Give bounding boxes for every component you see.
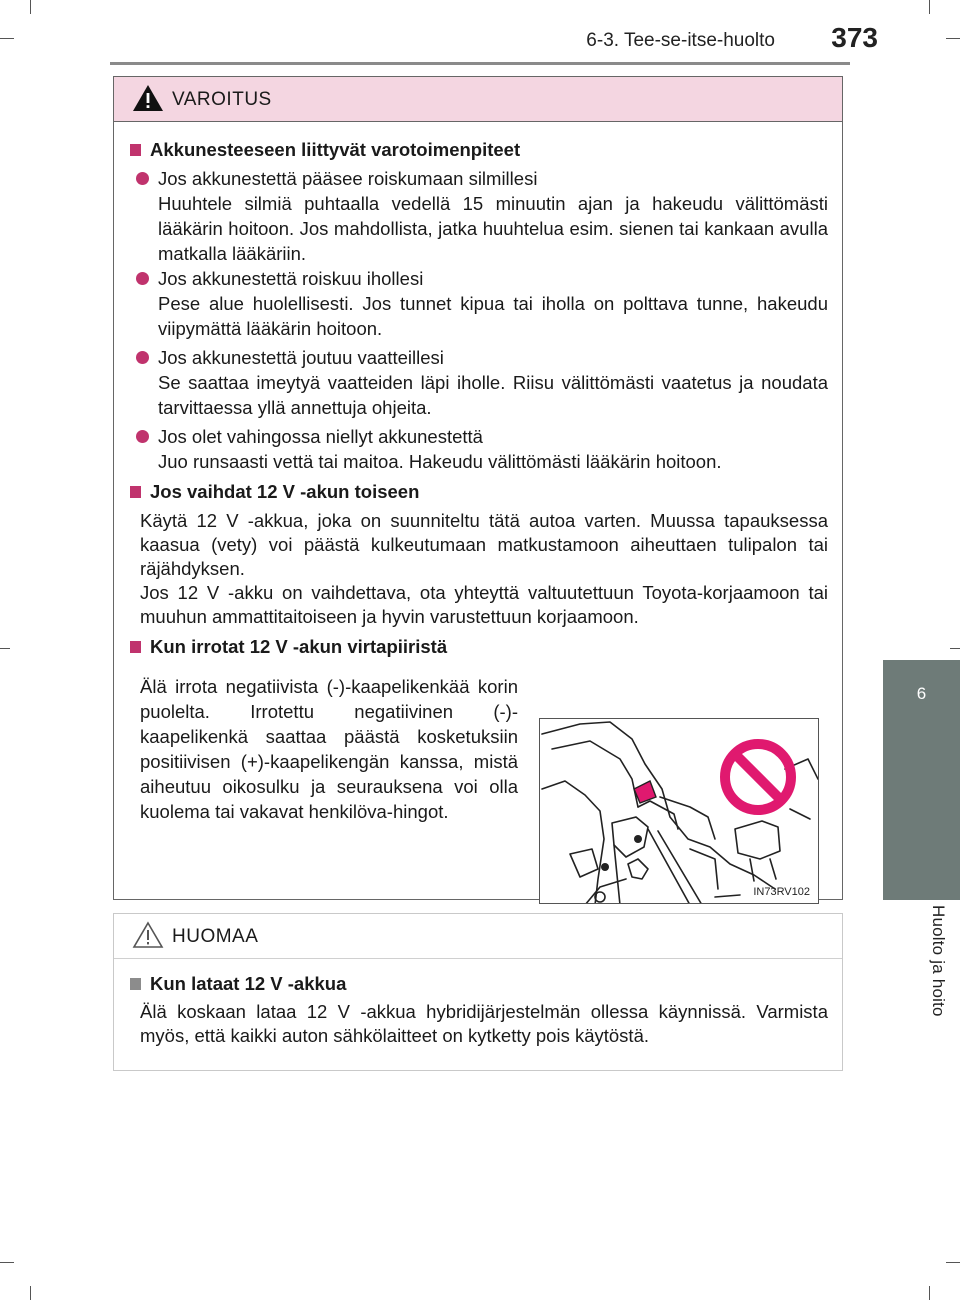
- page-number: 373: [831, 22, 878, 53]
- crop-mark: [950, 648, 960, 649]
- item-title: Jos akkunestettä roiskuu ihollesi: [158, 268, 424, 289]
- crop-mark: [0, 648, 10, 649]
- chapter-number: 6: [916, 684, 927, 703]
- bullet-dot-icon: [136, 272, 149, 285]
- crop-mark: [946, 38, 960, 39]
- square-bullet-icon: [130, 978, 141, 990]
- notice-heading: HUOMAA: [172, 926, 259, 947]
- item-body: Se saattaa imeytyä vaatteiden läpi iholle. Riisu välittömästi vaatetus ja noudata tarvittaessa yllä annettuja ohjeita.: [158, 372, 828, 418]
- list-item: [136, 424, 828, 474]
- no-symbol-icon: [718, 737, 798, 817]
- item-body: Juo runsaasti vettä tai maitoa. Hakeudu välittömästi lääkärin hoitoon.: [158, 451, 722, 472]
- crop-mark: [30, 0, 31, 14]
- list-item: [136, 166, 828, 266]
- crop-mark: [30, 1286, 31, 1300]
- square-bullet-icon: [130, 641, 141, 653]
- bullet-dot-icon: [136, 430, 149, 443]
- section-heading: Jos vaihdat 12 V -akun toiseen: [130, 480, 828, 504]
- section-heading: Kun lataat 12 V -akkua: [130, 972, 828, 996]
- list-item: [136, 345, 828, 420]
- crop-mark: [946, 1262, 960, 1263]
- warning-heading: VAROITUS: [172, 89, 272, 110]
- item-title: Jos akkunestettä pääsee roiskumaan silmillesi: [158, 168, 538, 189]
- crop-mark: [0, 1262, 14, 1263]
- list-item: [136, 266, 828, 341]
- notice-box: [113, 913, 843, 1071]
- chapter-tab: [883, 660, 960, 900]
- bullet-dot-icon: [136, 172, 149, 185]
- section-paragraph: Älä koskaan lataa 12 V -akkua hybridijärjestelmän ollessa käynnissä. Varmista myös, että kaikki auton sähkölaitteet on kytketty pois käytöstä.: [140, 1001, 828, 1046]
- section-title: 6-3. Tee-se-itse-huolto: [586, 30, 775, 51]
- crop-mark: [929, 0, 930, 14]
- section-heading: Akkunesteeseen liittyvät varotoimenpiteet: [130, 138, 828, 162]
- warning-triangle-icon: [132, 84, 164, 112]
- warning-header: [114, 77, 842, 122]
- square-bullet-icon: [130, 486, 141, 498]
- crop-mark: [929, 1286, 930, 1300]
- bullet-dot-icon: [136, 351, 149, 364]
- square-bullet-icon: [130, 144, 141, 156]
- section-heading: Kun irrotat 12 V -akun virtapiiristä: [130, 635, 828, 659]
- battery-terminal-illustration: [539, 718, 819, 904]
- section-paragraph: Älä irrota negatiivista (-)-kaapelikenkää korin puolelta. Irrotettu negatiivinen (-)-kaapelikenkä saattaa päästä kosketuksiin positiivisen (+)-kaapelikengän kanssa, mistä aiheutuu oikosulku ja seurauksena voi olla kuolema tai vakavat henkilöva-hingot.: [140, 676, 518, 822]
- crop-mark: [0, 38, 14, 39]
- header-divider: [110, 62, 850, 65]
- section-paragraph: Jos 12 V -akku on vaihdettava, ota yhteyttä valtuutettuun Toyota-korjaamoon tai muuhun ammattitaitoiseen ja hyvin varustettuun korjaamoon.: [140, 582, 828, 627]
- item-title: Jos olet vahingossa niellyt akkunestettä: [158, 426, 483, 447]
- item-body: Huuhtele silmiä puhtaalla vedellä 15 minuutin ajan ja hakeudu välittömästi lääkärin hoitoon. Jos mahdollista, jatka huuhtelua esim. sienen tai kankaan avulla matkalla lääkäriin.: [158, 193, 828, 264]
- illustration-code: IN73RV102: [753, 886, 810, 898]
- item-body: Pese alue huolellisesti. Jos tunnet kipua tai iholla on polttava tunne, hakeudu viipymättä lääkärin hoitoon.: [158, 293, 828, 339]
- chapter-label: Huolto ja hoito: [929, 905, 948, 1017]
- item-title: Jos akkunestettä joutuu vaatteillesi: [158, 347, 444, 368]
- section-paragraph: Käytä 12 V -akkua, joka on suunniteltu tätä autoa varten. Muussa tapauksessa kaasua (vety) voi päästä kulkeutumaan matkustamoon aiheuttaen tulipalon tai räjähdyksen.: [140, 510, 828, 579]
- warning-box: [113, 76, 843, 900]
- caution-triangle-icon: [132, 921, 164, 949]
- notice-header: [114, 914, 842, 959]
